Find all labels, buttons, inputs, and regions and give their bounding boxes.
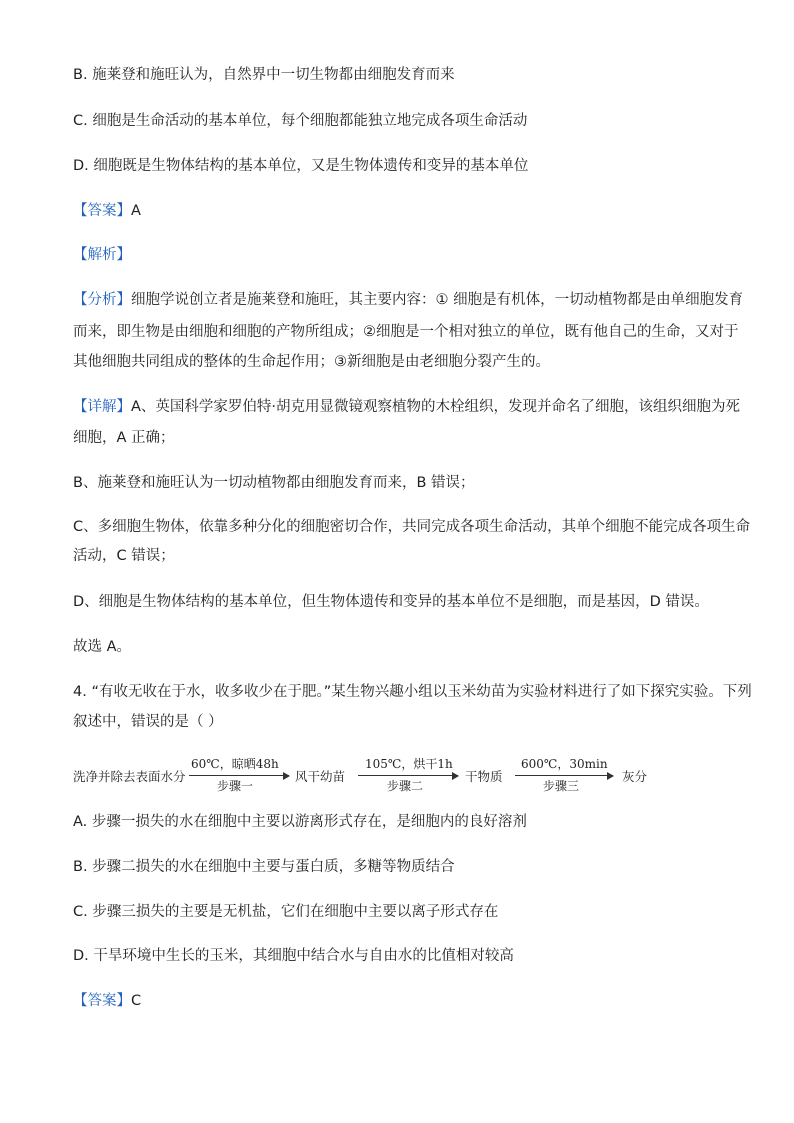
fenxi-line-2: 而来，即生物是由细胞和细胞的产物所组成；②细胞是一个相对独立的单位，既有他自己的生命，又对于: [73, 324, 739, 340]
step2-condition: 105℃，烘干1h: [365, 757, 453, 771]
experiment-flow-diagram: [73, 755, 648, 795]
answer-tag: 【答案】: [73, 993, 131, 1009]
q4-stem-1: 4. “有收无收在于水，收多收少在于肥。”某生物兴趣小组以玉米幼苗为实验材料进行了如下探究实验。下列: [73, 684, 752, 700]
step1-arrow: [189, 775, 289, 776]
q4-option-d: D. 干旱环境中生长的玉米，其细胞中结合水与自由水的比值相对较高: [73, 948, 514, 964]
answer-value: A: [131, 203, 141, 219]
flow-end: 灰分: [622, 769, 648, 784]
q3-option-b: B. 施莱登和施旺认为，自然界中一切生物都由细胞发育而来: [73, 67, 455, 83]
q4-answer: [73, 991, 141, 1011]
q4-option-b: B. 步骤二损失的水在细胞中主要与蛋白质，多糖等物质结合: [73, 859, 455, 875]
xiangjie-text-a1: A、英国科学家罗伯特·胡克用显微镜观察植物的木栓组织，发现并命名了细胞，该组织细胞为死: [131, 399, 741, 415]
step2-arrow: [358, 775, 458, 776]
xiangjie-line-d: D、细胞是生物体结构的基本单位，但生物体遗传和变异的基本单位不是细胞，而是基因，D 错误。: [73, 594, 709, 610]
step1-condition: 60℃，晾晒48h: [191, 757, 279, 771]
fenxi-line-3: 其他细胞共同组成的整体的生命起作用；③新细胞是由老细胞分裂产生的。: [73, 354, 550, 370]
q3-answer: [73, 201, 141, 221]
xiangjie-line-a1: [73, 397, 740, 417]
step3-label: 步骤三: [543, 779, 580, 793]
flow-mid-2: 干物质: [465, 769, 503, 784]
analysis-tag: 【解析】: [73, 247, 131, 263]
q3-option-c: C. 细胞是生命活动的基本单位，每个细胞都能独立地完成各项生命活动: [73, 113, 528, 129]
answer-tag: 【答案】: [73, 203, 131, 219]
step1-label: 步骤一: [217, 779, 254, 793]
fenxi-line-1: [73, 290, 743, 310]
fenxi-tag: 【分析】: [73, 292, 131, 308]
step2-label: 步骤二: [387, 779, 424, 793]
xiangjie-tag: 【详解】: [73, 399, 131, 415]
xiangjie-line-c2: 活动，C 错误；: [73, 548, 175, 564]
q4-stem-2: 叙述中，错误的是（ ）: [73, 714, 223, 730]
conclusion: 故选 A。: [73, 639, 132, 655]
answer-value: C: [131, 993, 142, 1009]
xiangjie-line-b: B、施莱登和施旺认为一切动植物都由细胞发育而来，B 错误；: [73, 475, 475, 491]
q3-option-d: D. 细胞既是生物体结构的基本单位，又是生物体遗传和变异的基本单位: [73, 158, 529, 174]
xiangjie-line-a2: 细胞，A 正确；: [73, 430, 175, 446]
q4-option-a: A. 步骤一损失的水在细胞中主要以游离形式存在，是细胞内的良好溶剂: [73, 814, 527, 830]
flow-mid-1: 风干幼苗: [295, 769, 346, 784]
q4-option-c: C. 步骤三损失的主要是无机盐，它们在细胞中主要以离子形式存在: [73, 904, 499, 920]
xiangjie-line-c1: C、多细胞生物体，依靠多种分化的细胞密切合作，共同完成各项生命活动，其单个细胞不能完成各项生命: [73, 519, 751, 535]
fenxi-text-1: 细胞学说创立者是施莱登和施旺，其主要内容：① 细胞是有机体，一切动植物都是由单细胞发育: [131, 292, 744, 308]
flow-start: 洗净并除去表面水分: [73, 769, 186, 784]
step3-condition: 600℃，30min: [521, 757, 608, 771]
step3-arrow: [515, 775, 613, 776]
